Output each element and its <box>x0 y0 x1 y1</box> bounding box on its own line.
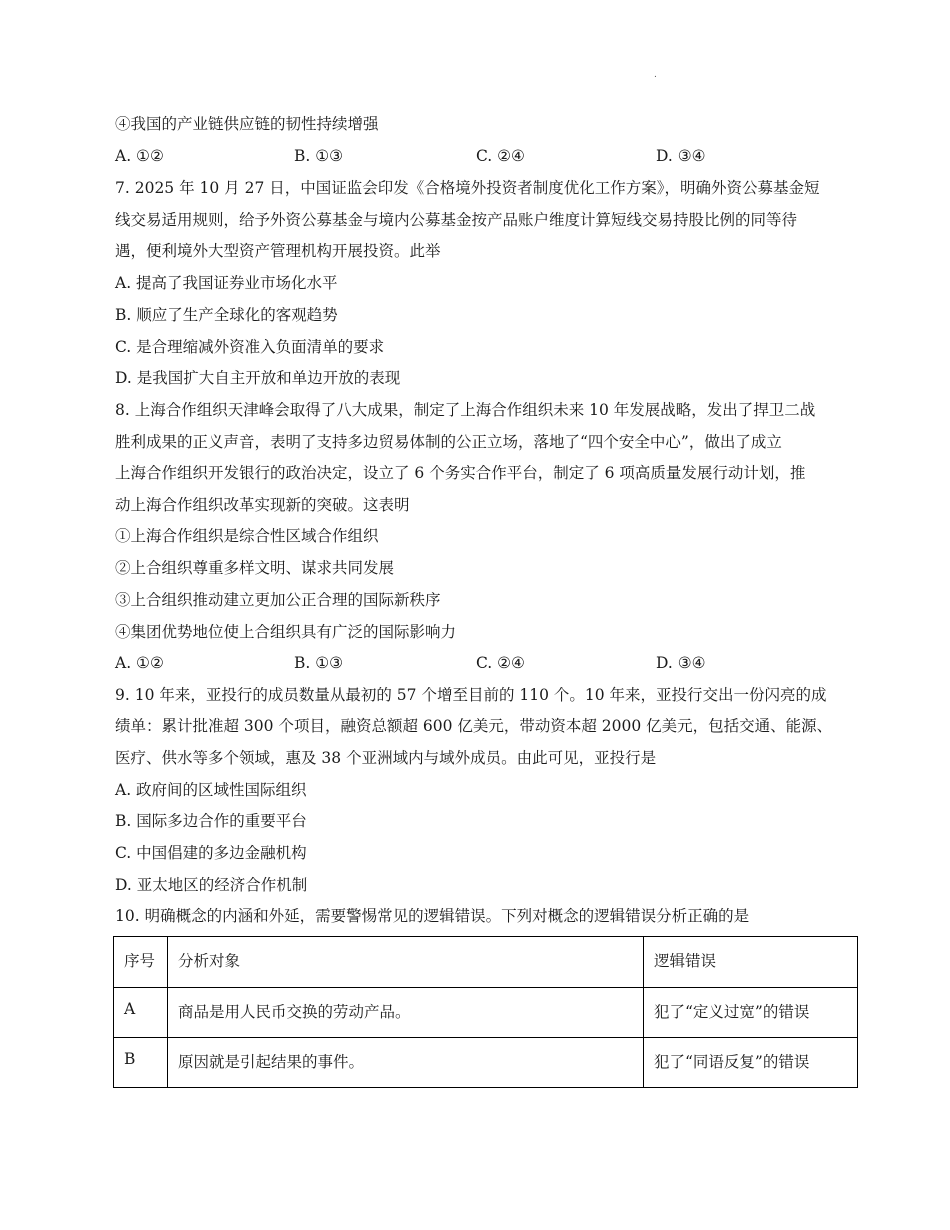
q8-item-3: ③上合组织推动建立更加公正合理的国际新秩序 <box>115 591 441 609</box>
q7-stem-line-1: 7. 2025 年 10 月 27 日，中国证监会印发《合格境外投资者制度优化工作方案》，明确外资公募基金短 <box>115 179 820 197</box>
table-cell: 原因就是引起结果的事件。 <box>168 1038 644 1088</box>
q6-item-4: ④我国的产业链供应链的韧性持续增强 <box>115 115 379 133</box>
q7-stem-line-2: 线交易适用规则，给予外资公募基金与境内公募基金按产品账户维度计算短线交易持股比例的同等待 <box>115 211 798 229</box>
table-header-row <box>114 937 858 988</box>
table-cell: 犯了“同语反复”的错误 <box>644 1038 858 1088</box>
table-cell: A <box>114 988 168 1038</box>
q8-item-4: ④集团优势地位使上合组织具有广泛的国际影响力 <box>115 623 457 641</box>
q9-option-d: D. 亚太地区的经济合作机制 <box>115 876 308 894</box>
q8-stem-line-1: 8. 上海合作组织天津峰会取得了八大成果，制定了上海合作组织未来 10 年发展战略，发出了捍卫二战 <box>115 401 816 419</box>
q9-stem-line-2: 绩单：累计批准超 300 个项目，融资总额超 600 亿美元，带动资本超 2000 亿美元，包括交通、能源、 <box>115 717 833 735</box>
table-cell: 犯了“定义过宽”的错误 <box>644 988 858 1038</box>
table-header-cell: 逻辑错误 <box>644 937 858 988</box>
q9-option-c: C. 中国倡建的多边金融机构 <box>115 844 307 862</box>
table-row <box>114 988 858 1038</box>
q6-option-b: B. ①③ <box>294 147 344 165</box>
table-cell: 商品是用人民币交换的劳动产品。 <box>168 988 644 1038</box>
q7-option-b: B. 顺应了生产全球化的客观趋势 <box>115 306 338 324</box>
table-header-cell: 序号 <box>114 937 168 988</box>
page-mark: . <box>654 70 657 80</box>
q6-option-c: C. ②④ <box>476 147 525 165</box>
q8-item-2: ②上合组织尊重多样文明、谋求共同发展 <box>115 559 395 577</box>
q8-item-1: ①上海合作组织是综合性区域合作组织 <box>115 527 379 545</box>
q8-stem-line-2: 胜利成果的正义声音，表明了支持多边贸易体制的公正立场，落地了“四个安全中心”，做出了成立 <box>115 433 782 451</box>
q9-stem-line-1: 9. 10 年来，亚投行的成员数量从最初的 57 个增至目前的 110 个。10 年来，亚投行交出一份闪亮的成 <box>115 686 827 704</box>
q7-option-a: A. 提高了我国证券业市场化水平 <box>115 274 338 292</box>
q7-option-d: D. 是我国扩大自主开放和单边开放的表现 <box>115 369 401 387</box>
q8-stem-line-3: 上海合作组织开发银行的政治决定，设立了 6 个务实合作平台，制定了 6 项高质量发展行动计划，推 <box>115 464 806 482</box>
q8-option-a: A. ①② <box>115 654 164 672</box>
q8-option-b: B. ①③ <box>294 654 344 672</box>
q9-stem-line-3: 医疗、供水等多个领域，惠及 38 个亚洲域内与域外成员。由此可见，亚投行是 <box>115 749 657 767</box>
q8-option-c: C. ②④ <box>476 654 525 672</box>
table-header-cell: 分析对象 <box>168 937 644 988</box>
table-cell: B <box>114 1038 168 1088</box>
q7-stem-line-3: 遇，便利境外大型资产管理机构开展投资。此举 <box>115 242 441 260</box>
q7-option-c: C. 是合理缩减外资准入负面清单的要求 <box>115 338 385 356</box>
q10-stem: 10. 明确概念的内涵和外延，需要警惕常见的逻辑错误。下列对概念的逻辑错误分析正确的是 <box>115 907 750 925</box>
table-row <box>114 1038 858 1088</box>
q6-option-a: A. ①② <box>115 147 164 165</box>
q8-stem-line-4: 动上海合作组织改革实现新的突破。这表明 <box>115 496 410 514</box>
q9-option-b: B. 国际多边合作的重要平台 <box>115 812 307 830</box>
q10-table <box>113 936 858 1088</box>
q8-option-d: D. ③④ <box>656 654 706 672</box>
q6-option-d: D. ③④ <box>656 147 706 165</box>
q9-option-a: A. 政府间的区域性国际组织 <box>115 781 307 799</box>
